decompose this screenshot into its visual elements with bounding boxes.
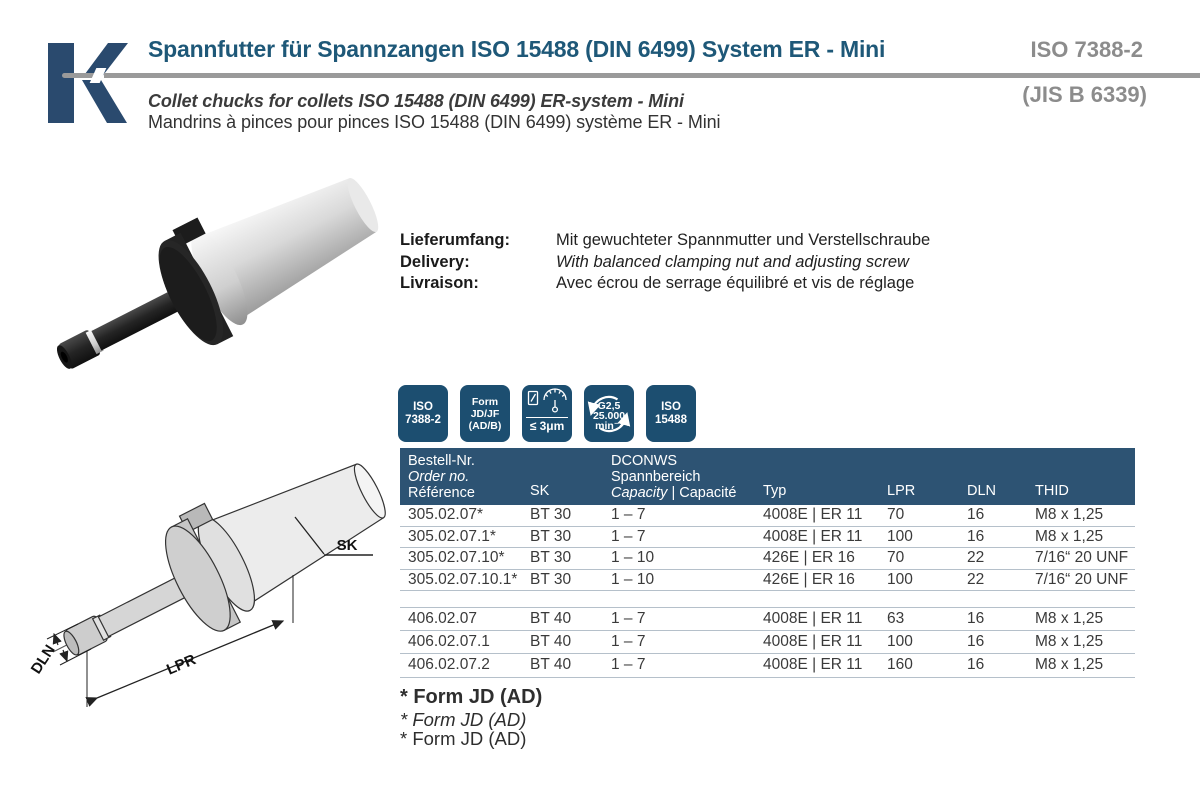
delivery-label: Delivery: (400, 252, 470, 271)
badge-runout-3um (522, 385, 572, 442)
table-cell: 16 (967, 506, 985, 524)
footnote-form-jd: * Form JD (AD) (400, 728, 527, 749)
svg-text:min⁻¹: min⁻¹ (595, 420, 623, 432)
badge-iso-7388-2 (398, 385, 448, 442)
table-row (400, 505, 1135, 527)
badge-line: Form (471, 395, 499, 408)
table-cell: 22 (967, 570, 985, 588)
header-rule (104, 73, 1200, 78)
table-row (400, 631, 1135, 654)
table-cell: M8 x 1,25 (1035, 610, 1104, 628)
table-cell: 100 (887, 633, 913, 651)
delivery-text: Mit gewuchteter Spannmutter und Verstellschraube (556, 231, 931, 249)
page-title: Spannfutter für Spannzangen ISO 15488 (DIN 6499) System ER - Mini (148, 36, 886, 62)
delivery-label: Livraison: (400, 274, 479, 292)
table-cell: 16 (967, 527, 985, 545)
table-cell: 70 (887, 506, 905, 524)
table-cell: 7/16“ 20 UNF (1035, 549, 1129, 567)
standard-code-top: ISO 7388-2 (1030, 37, 1143, 62)
product-photo (30, 160, 390, 400)
table-cell: 305.02.07.10* (408, 549, 505, 567)
dial-gauge-icon (522, 385, 572, 416)
svg-text:G2,5: G2,5 (597, 400, 621, 412)
badge-divider (526, 417, 568, 418)
table-cell: M8 x 1,25 (1035, 506, 1104, 524)
table-cell: 1 – 7 (611, 633, 646, 651)
table-cell: 7/16“ 20 UNF (1035, 570, 1129, 588)
header-cell-dln: DLN (967, 483, 997, 499)
table-cell: BT 40 (530, 610, 572, 628)
table-cell: M8 x 1,25 (1035, 527, 1104, 545)
table-cell: 4008E | ER 11 (763, 610, 863, 628)
header-cell-capacity: DCONWS Spannbereich Capacity | Capacité (611, 453, 737, 501)
header-cell-thid: THID (1035, 483, 1069, 499)
table-cell: 1 – 10 (611, 549, 655, 567)
delivery-label: Lieferumfang: (400, 231, 511, 249)
dim-label-sk: SK (336, 537, 358, 554)
dim-label-lpr: LPR (164, 651, 199, 679)
table-cell: 1 – 7 (611, 506, 646, 524)
table-cell: 160 (887, 656, 913, 674)
subtitle-fr: Mandrins à pinces pour pinces ISO 15488 (DIN 6499) système ER - Mini (148, 112, 721, 132)
table-group-bt40 (400, 607, 1135, 678)
table-cell: 1 – 7 (611, 610, 646, 628)
badge-line: ISO (413, 400, 433, 413)
table-cell: 4008E | ER 11 (763, 506, 863, 524)
table-cell: 63 (887, 610, 905, 628)
table-cell: BT 30 (530, 506, 572, 524)
table-cell: 16 (967, 656, 985, 674)
table-cell: M8 x 1,25 (1035, 633, 1104, 651)
badge-line: 7388-2 (405, 413, 441, 426)
table-cell: 1 – 10 (611, 570, 655, 588)
header-rule-left (62, 73, 95, 78)
table-cell: 305.02.07.10.1* (408, 570, 518, 588)
header-cell-lpr: LPR (887, 483, 916, 499)
table-cell: 70 (887, 549, 905, 567)
table-cell: M8 x 1,25 (1035, 656, 1104, 674)
delivery-text: With balanced clamping nut and adjusting screw (556, 252, 909, 271)
badge-line: 15488 (655, 413, 687, 426)
footnote-form-jd: * Form JD (AD) (400, 686, 543, 708)
table-row (400, 608, 1135, 631)
badge-balance-g25 (584, 385, 634, 442)
table-row (400, 527, 1135, 549)
table-cell: BT 40 (530, 633, 572, 651)
badge-label: ≤ 3μm (529, 419, 565, 433)
table-cell: 1 – 7 (611, 527, 646, 545)
table-cell: 100 (887, 527, 913, 545)
table-cell: 305.02.07* (408, 506, 483, 524)
table-cell: 22 (967, 549, 985, 567)
table-cell: 406.02.07.2 (408, 656, 490, 674)
footnote-form-jd: * Form JD (AD) (400, 709, 527, 730)
dim-label-dln: DLN (27, 641, 59, 678)
table-cell: 16 (967, 633, 985, 651)
table-row (400, 654, 1135, 677)
table-cell: 426E | ER 16 (763, 549, 855, 567)
technical-drawing (25, 455, 395, 765)
table-cell: 4008E | ER 11 (763, 633, 863, 651)
badge-line: (AD/B) (468, 419, 502, 432)
svg-text:25.000: 25.000 (592, 410, 626, 422)
table-cell: 4008E | ER 11 (763, 527, 863, 545)
table-cell: 1 – 7 (611, 656, 646, 674)
table-cell: 100 (887, 570, 913, 588)
table-cell: 406.02.07 (408, 610, 477, 628)
subtitle-en: Collet chucks for collets ISO 15488 (DIN 6499) ER-system - Mini (148, 91, 684, 111)
badge-line: ISO (661, 400, 681, 413)
table-cell: 4008E | ER 11 (763, 656, 863, 674)
header-cell-sk: SK (530, 483, 550, 499)
table-row (400, 570, 1135, 592)
table-cell: BT 30 (530, 549, 572, 567)
table-cell: BT 30 (530, 570, 572, 588)
rotation-arrows-icon (584, 385, 634, 442)
badge-line: JD/JF (470, 407, 500, 420)
badge-iso-15488 (646, 385, 696, 442)
badge-form-jd-jf (460, 385, 510, 442)
table-cell: 16 (967, 610, 985, 628)
table-group-bt30 (400, 505, 1135, 591)
table-header (400, 448, 1135, 505)
table-cell: BT 30 (530, 527, 572, 545)
delivery-text: Avec écrou de serrage équilibré et vis de réglage (556, 274, 915, 292)
brand-k-logo (42, 38, 137, 128)
table-cell: 406.02.07.1 (408, 633, 490, 651)
table-cell: BT 40 (530, 656, 572, 674)
header-cell-order-no: Bestell-Nr. Order no. Référence (408, 453, 475, 501)
header-cell-typ: Typ (763, 483, 787, 499)
table-cell: 305.02.07.1* (408, 527, 496, 545)
standard-code-bottom: (JIS B 6339) (1022, 82, 1147, 107)
table-cell: 426E | ER 16 (763, 570, 855, 588)
table-row (400, 548, 1135, 570)
